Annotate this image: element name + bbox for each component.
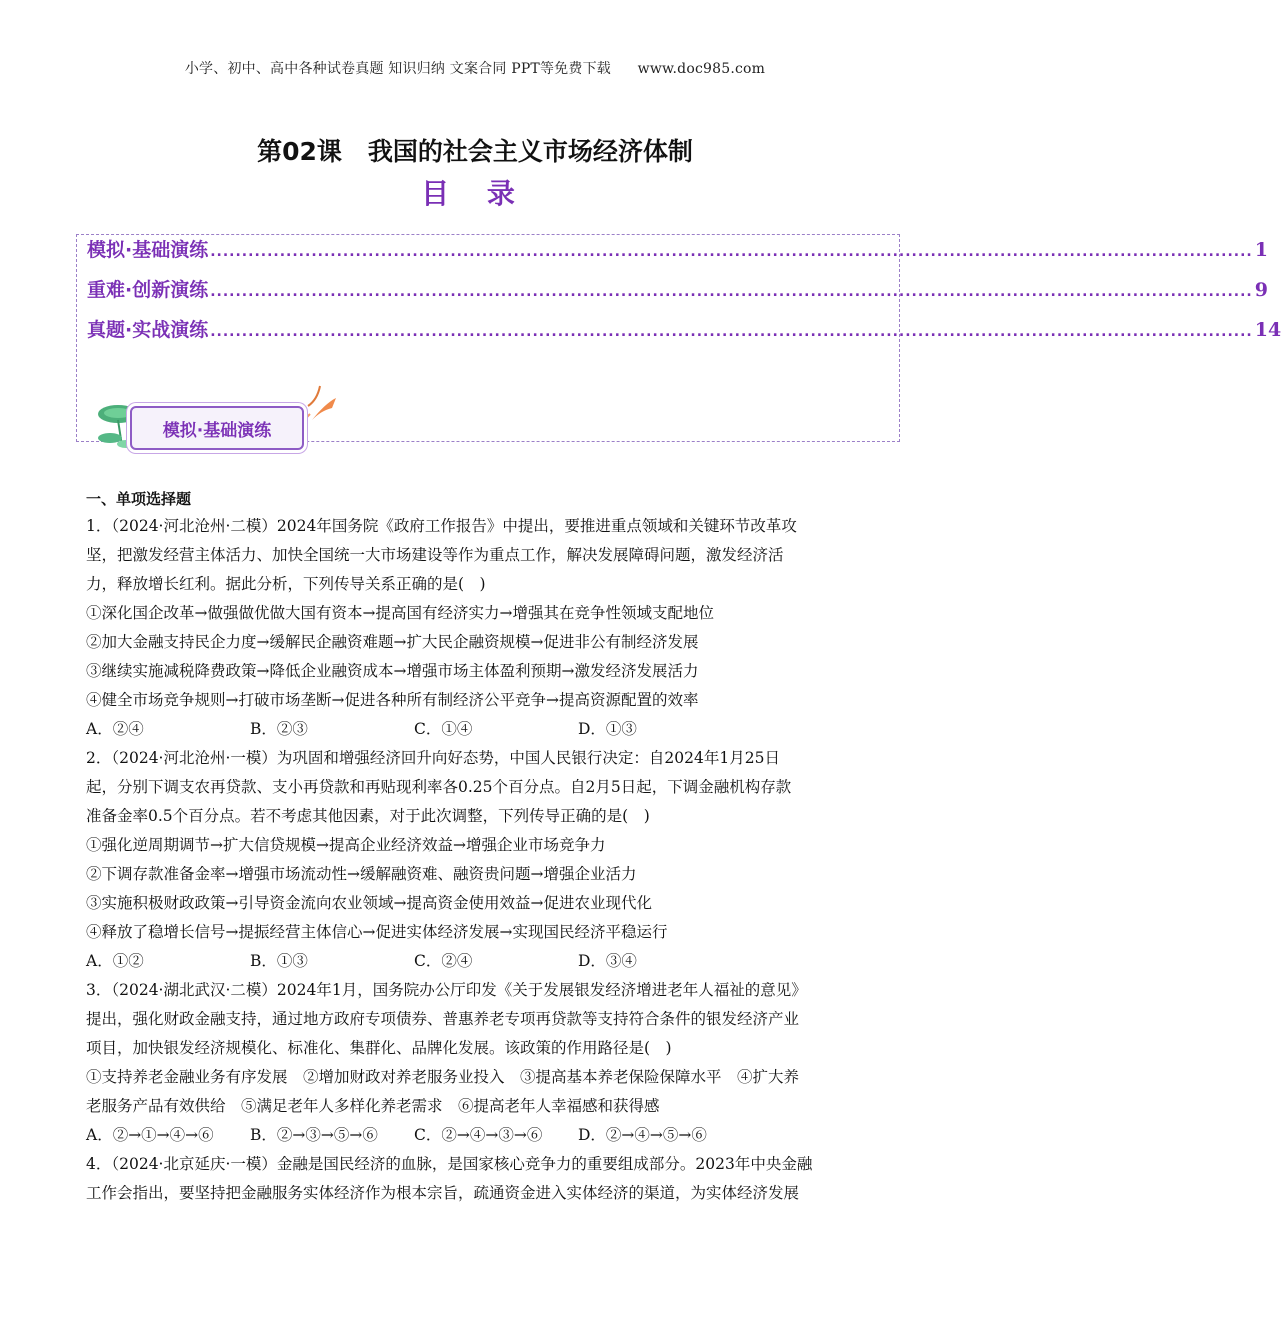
statement-line: ③继续实施减税降费政策→降低企业融资成本→增强市场主体盈利预期→激发经济发展活力	[86, 662, 699, 680]
statement-line: ④释放了稳增长信号→提振经营主体信心→促进实体经济发展→实现国民经济平稳运行	[86, 923, 668, 941]
option-a[interactable]: A．②④	[86, 720, 144, 738]
statement-line: 老服务产品有效供给 ⑤满足老年人多样化养老需求 ⑥提高老年人幸福感和获得感	[86, 1097, 660, 1115]
toc-item-label: 模拟·基础演练	[87, 239, 209, 261]
header-text: 小学、初中、高中各种试卷真题 知识归纳 文案合同 PPT等免费下载	[184, 61, 611, 77]
statement-line: ②加大金融支持民企力度→缓解民企融资难题→扩大民企融资规模→促进非公有制经济发展	[86, 633, 699, 651]
toc-item-label: 重难·创新演练	[87, 279, 209, 301]
question-line: 1．（2024·河北沧州·二模）2024年国务院《政府工作报告》中提出，要推进重点领域和关键环节改革攻	[86, 517, 797, 535]
toc-leader-dots: .....................................................................................................................................................................	[210, 244, 1253, 260]
toc-item-page: 1	[1254, 239, 1268, 261]
question-line: 4．（2024·北京延庆·一模）金融是国民经济的血脉，是国家核心竞争力的重要组成部分。2023年中央金融	[86, 1155, 813, 1173]
statement-line: ①支持养老金融业务有序发展 ②增加财政对养老服务业投入 ③提高基本养老保险保障水平 ④扩大养	[86, 1068, 800, 1086]
site-header	[0, 58, 950, 78]
toc-heading: 目 录	[421, 177, 529, 210]
section-title: 一、单项选择题	[86, 490, 192, 508]
answer-options	[86, 947, 866, 976]
toc-item-page: 14	[1254, 319, 1281, 341]
question-list	[86, 512, 866, 1208]
question-1	[86, 512, 866, 744]
statement-line: ③实施积极财政政策→引导资金流向农业领域→提高资金使用效益→促进农业现代化	[86, 894, 652, 912]
option-a[interactable]: A．①②	[86, 952, 144, 970]
question-line: 2．（2024·河北沧州·一模）为巩固和增强经济回升向好态势，中国人民银行决定：自2024年1月25日	[86, 749, 780, 767]
option-a[interactable]: A．②→①→④→⑥	[86, 1126, 214, 1144]
option-d[interactable]: D．②→④→⑤→⑥	[578, 1126, 707, 1144]
answer-options	[86, 1121, 866, 1150]
question-3	[86, 976, 866, 1150]
badge-label: 模拟·基础演练	[130, 406, 304, 450]
option-b[interactable]: B．①③	[250, 952, 308, 970]
question-line: 项目，加快银发经济规模化、标准化、集群化、品牌化发展。该政策的作用路径是( )	[86, 1039, 672, 1057]
option-d[interactable]: D．①③	[578, 720, 637, 738]
option-d[interactable]: D．③④	[578, 952, 637, 970]
question-4	[86, 1150, 866, 1208]
option-c[interactable]: C．②④	[414, 952, 473, 970]
question-line: 准备金率0.5个百分点。若不考虑其他因素，对于此次调整，下列传导正确的是( )	[86, 807, 650, 825]
question-line: 力，释放增长红利。据此分析，下列传导关系正确的是( )	[86, 575, 486, 593]
question-line: 3．（2024·湖北武汉·二模）2024年1月，国务院办公厅印发《关于发展银发经济增进老年人福祉的意见》	[86, 981, 807, 999]
option-b[interactable]: B．②③	[250, 720, 308, 738]
question-line: 坚，把激发经营主体活力、加快全国统一大市场建设等作为重点工作，解决发展障碍问题，激发经济活	[86, 546, 784, 564]
statement-line: ④健全市场竞争规则→打破市场垄断→促进各种所有制经济公平竞争→提高资源配置的效率	[86, 691, 699, 709]
toc-item-real-exam[interactable]	[87, 315, 1281, 341]
toc-leader-dots: .....................................................................................................................................................................	[210, 324, 1253, 340]
page-title	[0, 132, 950, 168]
toc-item-page: 9	[1254, 279, 1268, 301]
section-badge	[96, 384, 346, 452]
toc-item-label: 真题·实战演练	[87, 319, 209, 341]
toc-leader-dots: .....................................................................................................................................................................	[210, 284, 1253, 300]
toc-item-basic[interactable]	[87, 235, 1268, 261]
question-line: 起，分别下调支农再贷款、支小再贷款和再贴现利率各0.25个百分点。自2月5日起，下调金融机构存款	[86, 778, 792, 796]
statement-line: ②下调存款准备金率→增强市场流动性→缓解融资难、融资贵问题→增强企业活力	[86, 865, 637, 883]
question-line: 提出，强化财政金融支持，通过地方政府专项债券、普惠养老专项再贷款等支持符合条件的银发经济产业	[86, 1010, 800, 1028]
question-2	[86, 744, 866, 976]
lesson-number: 第02课	[257, 137, 342, 166]
statement-line: ①强化逆周期调节→扩大信贷规模→提高企业经济效益→增强企业市场竞争力	[86, 836, 606, 854]
lesson-topic: 我国的社会主义市场经济体制	[367, 137, 693, 166]
statement-line: ①深化国企改革→做强做优做大国有资本→提高国有经济实力→增强其在竞争性领域支配地位	[86, 604, 714, 622]
header-url-link[interactable]: www.doc985.com	[637, 61, 766, 77]
option-c[interactable]: C．②→④→③→⑥	[414, 1126, 543, 1144]
toc-item-advanced[interactable]	[87, 275, 1268, 301]
option-c[interactable]: C．①④	[414, 720, 473, 738]
question-line: 工作会指出，要坚持把金融服务实体经济作为根本宗旨，疏通资金进入实体经济的渠道，为实体经济发展	[86, 1184, 800, 1202]
answer-options	[86, 715, 866, 744]
option-b[interactable]: B．②→③→⑤→⑥	[250, 1126, 378, 1144]
